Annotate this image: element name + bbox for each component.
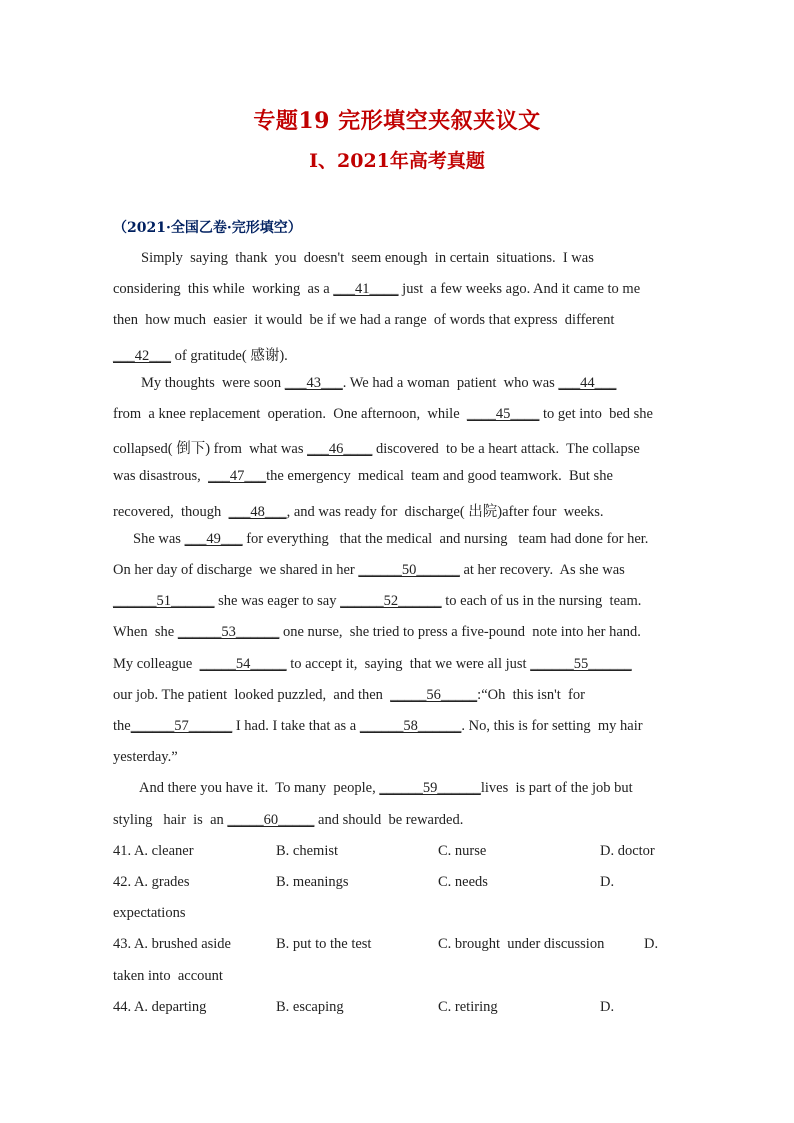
blank-56[interactable]: _____56_____	[390, 687, 478, 703]
option-c[interactable]: C. nurse	[438, 843, 487, 859]
option-c[interactable]: C. retiring	[438, 999, 498, 1015]
passage-line-3: then how much easier it would be if we had a range of words that express different	[113, 312, 615, 328]
blank-47[interactable]: ___47___	[208, 468, 267, 484]
passage-line-9: recovered, though ___48___, and was ready for discharge( 出院)after four weeks.	[113, 504, 604, 520]
passage-line-4: ___42___ of gratitude( 感谢).	[113, 348, 288, 364]
option-a[interactable]: 43. A. brushed aside	[113, 936, 231, 952]
section-subtitle: I、2021年高考真题	[309, 150, 485, 172]
passage-line-17: yesterday.”	[113, 749, 178, 765]
passage-line-14: My colleague _____54_____ to accept it, saying that we were all just ______55______	[113, 656, 632, 672]
option-b[interactable]: B. meanings	[276, 874, 349, 890]
passage-line-2: considering this while working as a ___41____ just a few weeks ago. And it came to me	[113, 281, 641, 297]
option-d-continued[interactable]: taken into account	[113, 968, 223, 984]
blank-58[interactable]: ______58______	[359, 718, 462, 734]
passage-line-6: from a knee replacement operation. One afternoon, while ____45____ to get into bed she	[113, 406, 653, 422]
blank-41[interactable]: ___41____	[333, 281, 399, 297]
blank-59[interactable]: ______59______	[379, 780, 481, 796]
blank-45[interactable]: ____45____	[466, 406, 540, 422]
passage-line-19: styling hair is an _____60_____ and should be rewarded.	[113, 812, 464, 828]
option-b[interactable]: B. escaping	[276, 999, 344, 1015]
blank-57[interactable]: ______57______	[130, 718, 233, 734]
passage-line-15: our job. The patient looked puzzled, and then _____56_____:“Oh this isn't for	[113, 687, 585, 703]
blank-49[interactable]: ___49___	[184, 531, 243, 547]
blank-50[interactable]: ______50______	[358, 562, 460, 578]
blank-51[interactable]: ______51______	[113, 593, 215, 609]
blank-46[interactable]: ___46____	[307, 441, 373, 457]
option-d-continued[interactable]: expectations	[113, 905, 186, 921]
option-b[interactable]: B. chemist	[276, 843, 339, 859]
passage-line-8: was disastrous, ___47___the emergency medical team and good teamwork. But she	[113, 468, 613, 484]
passage-line-7: collapsed( 倒下) from what was ___46____ discovered to be a heart attack. The collapse	[113, 441, 640, 457]
option-a[interactable]: 41. A. cleaner	[113, 843, 194, 859]
blank-44[interactable]: ___44___	[558, 375, 617, 391]
passage-line-16: the______57______ I had. I take that as a ______58______. No, this is for setting my hair	[113, 718, 643, 734]
blank-48[interactable]: ___48___	[228, 504, 287, 520]
passage-line-10: She was ___49___ for everything that the medical and nursing team had done for her.	[133, 531, 649, 547]
page-title: 专题19 完形填空夹叙夹议文	[253, 108, 541, 134]
blank-42[interactable]: ___42___	[113, 348, 171, 364]
option-d[interactable]: D. doctor	[600, 843, 655, 859]
blank-60[interactable]: _____60_____	[227, 812, 315, 828]
passage-line-18: And there you have it. To many people, ______59______lives is part of the job but	[139, 780, 633, 796]
option-d[interactable]: D.	[644, 936, 659, 952]
blank-53[interactable]: ______53______	[177, 624, 280, 640]
option-b[interactable]: B. put to the test	[276, 936, 372, 952]
option-a[interactable]: 42. A. grades	[113, 874, 190, 890]
blank-43[interactable]: ___43___	[284, 375, 343, 391]
option-d[interactable]: D.	[600, 874, 615, 890]
passage-line-12: ______51______ she was eager to say ______52______ to each of us in the nursing team.	[113, 593, 642, 609]
passage-line-1: Simply saying thank you doesn't seem enough in certain situations. I was	[141, 250, 594, 266]
passage-line-5: My thoughts were soon ___43___. We had a woman patient who was ___44___	[141, 375, 617, 391]
option-c[interactable]: C. brought under discussion	[438, 936, 605, 952]
blank-54[interactable]: _____54_____	[199, 656, 287, 672]
question-source: （2021·全国乙卷·完形填空）	[113, 220, 302, 236]
passage-line-13: When she ______53______ one nurse, she tried to press a five-pound note into her hand.	[113, 624, 641, 640]
option-a[interactable]: 44. A. departing	[113, 999, 207, 1015]
passage-line-11: On her day of discharge we shared in her ______50______ at her recovery. As she was	[113, 562, 625, 578]
option-d[interactable]: D.	[600, 999, 615, 1015]
blank-55[interactable]: ______55______	[530, 656, 632, 672]
blank-52[interactable]: ______52______	[340, 593, 442, 609]
option-c[interactable]: C. needs	[438, 874, 488, 890]
